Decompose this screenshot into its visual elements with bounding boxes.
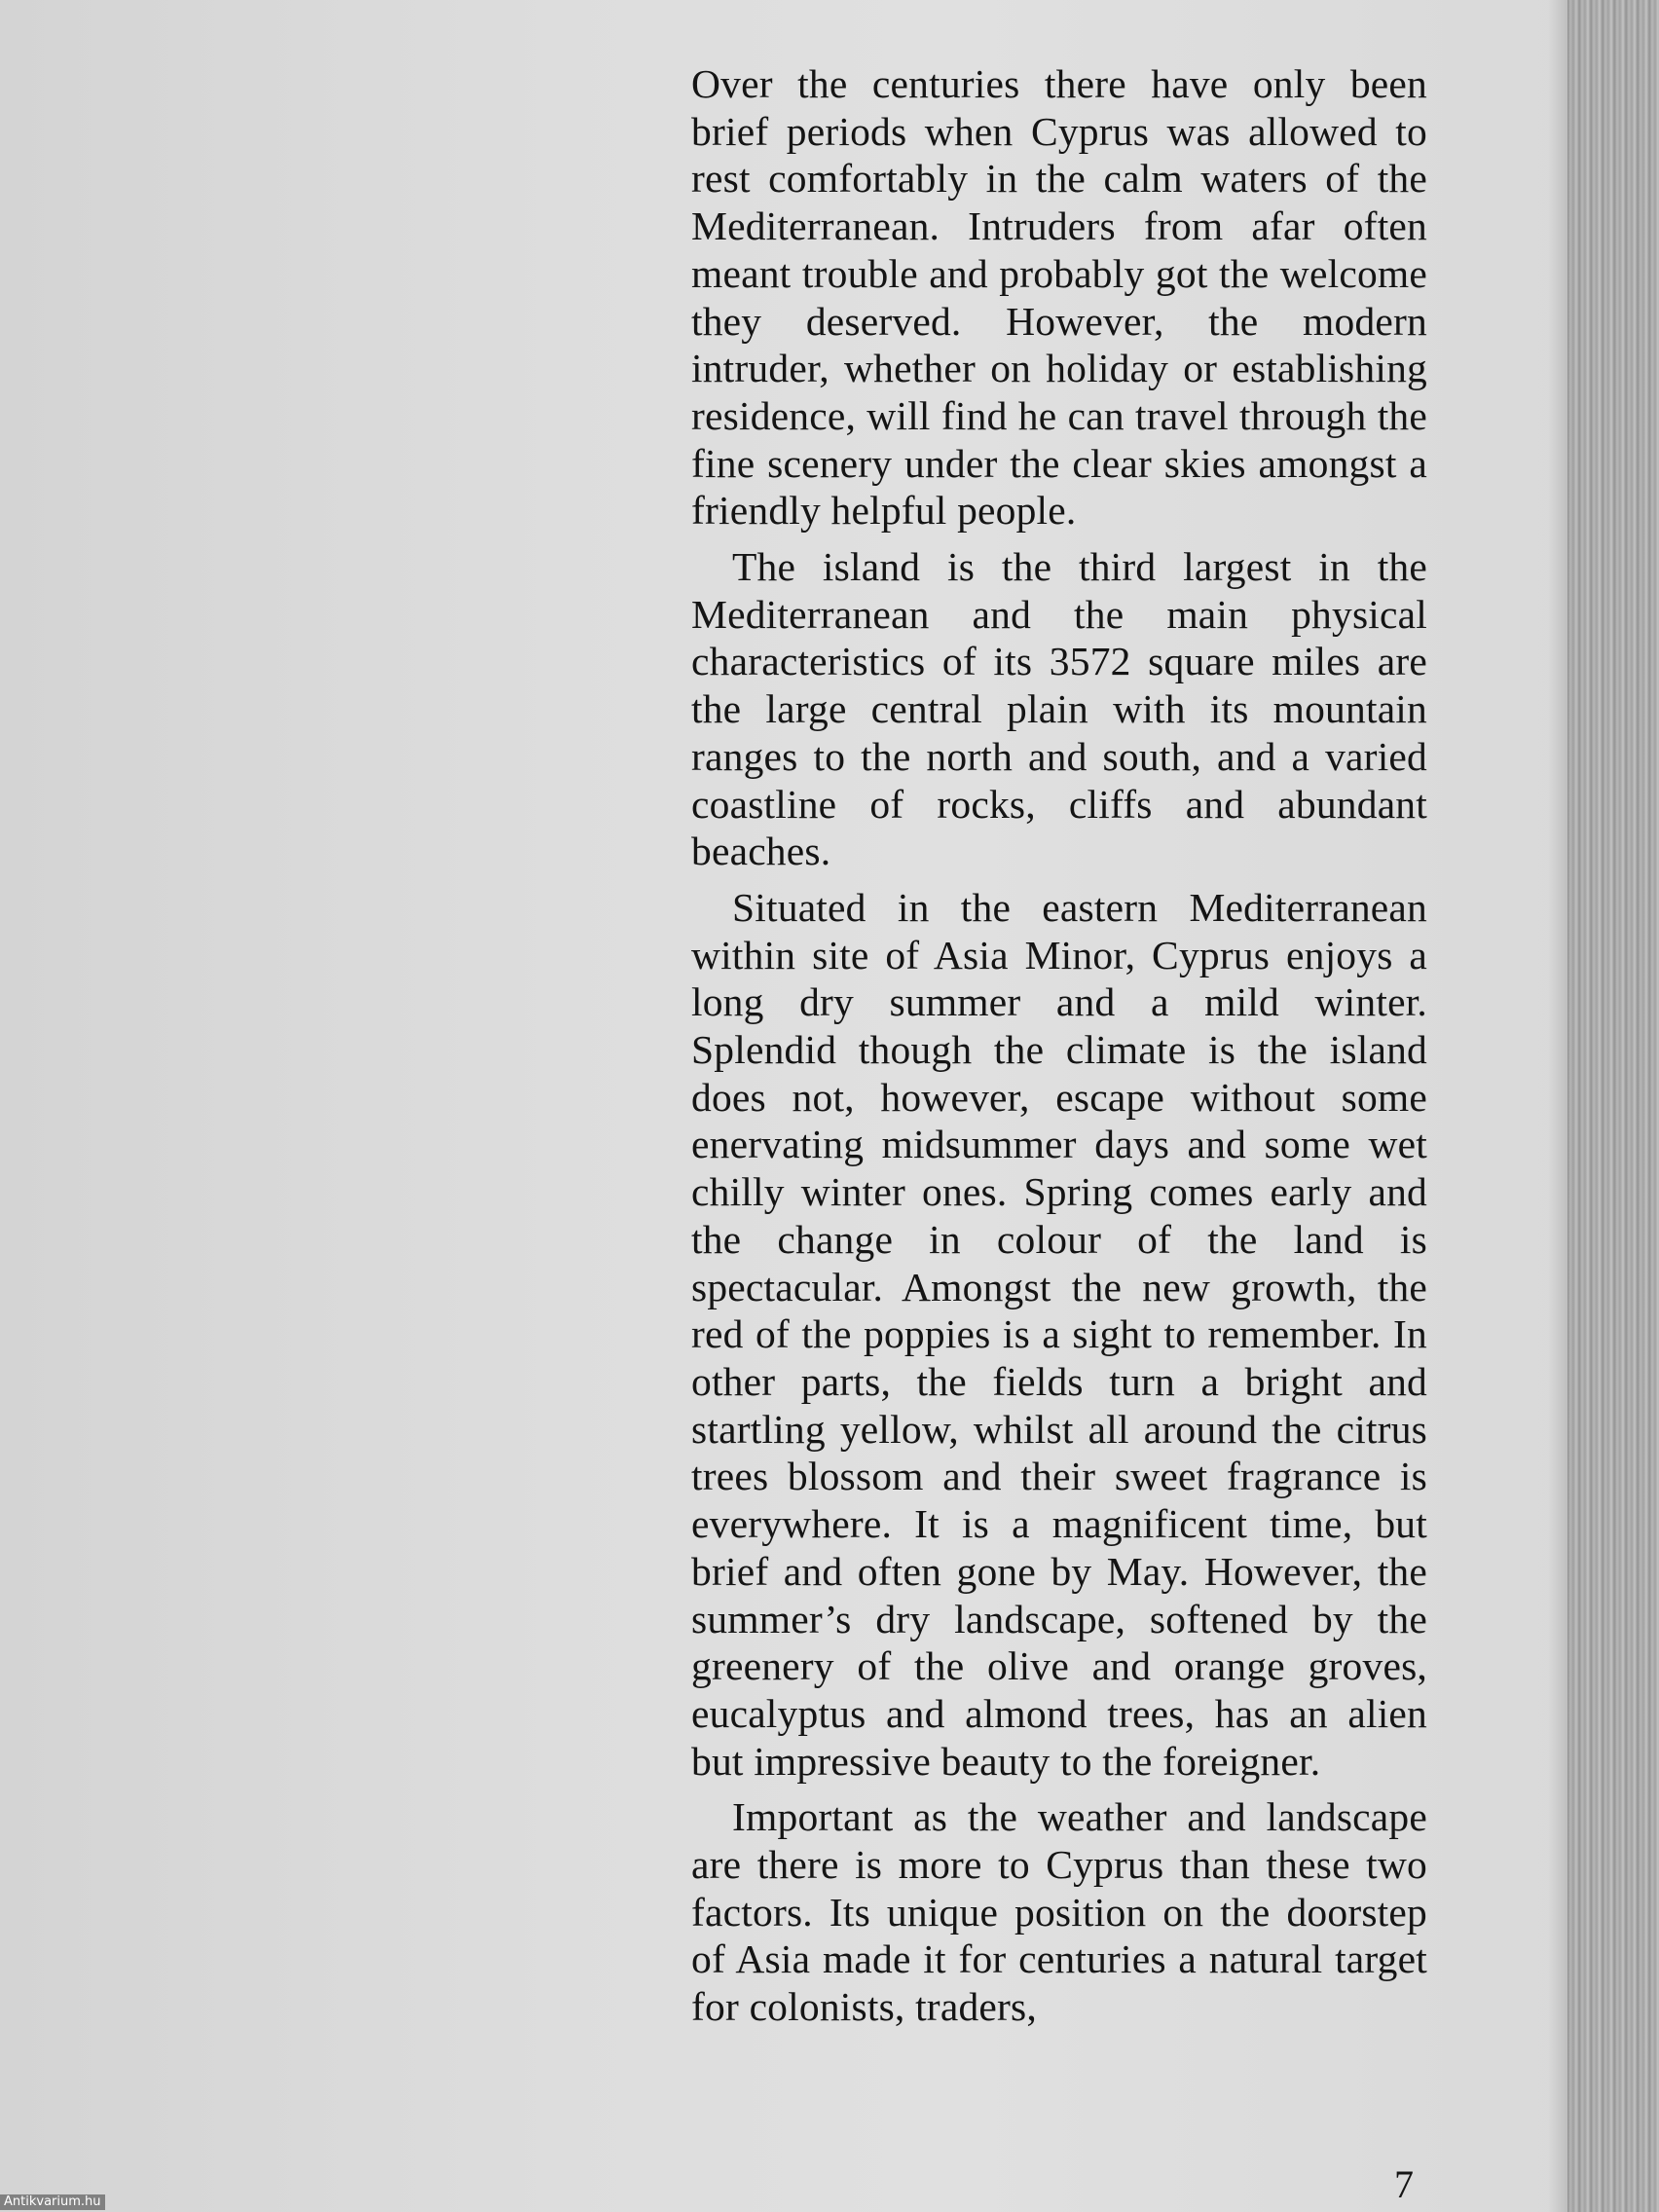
watermark-text: Antikvarium.hu xyxy=(0,2194,105,2210)
page-number: 7 xyxy=(1394,2162,1414,2206)
paragraph-3: Situated in the eastern Mediterranean within site of Asia Minor, Cyprus enjoys a long dry summer and a mild winter. Splendid though the climate is the island does not, however, escape without some enervating midsummer days and some wet chilly winter ones. Spring comes early and the change in colour of the land is spectacular. Amongst the new growth, the red of the poppies is a sight to remember. In other parts, the fields turn a bright and startling yellow, whilst all around the citrus trees blossom and their sweet fragrance is everywhere. It is a magnificent time, but brief and often gone by May. However, the summer’s dry landscape, softened by the greenery of the olive and orange groves, eucalyptus and almond trees, has an alien but impressive beauty to the foreigner. xyxy=(691,884,1427,1784)
paragraph-1: Over the centuries there have only been brief periods when Cyprus was allowed to rest comfortably in the calm waters of the Mediterranean. Intruders from afar often meant trouble and probably got the welcome they deserved. However, the modern intruder, whether on holiday or establishing residence, will find he can travel through the fine scenery under the clear skies amongst a friendly helpful people. xyxy=(691,61,1427,534)
paragraph-2: The island is the third largest in the Mediterranean and the main physical characteristics of its 3572 square miles are the large central plain with its mountain ranges to the north and south, and a varied coastline of rocks, cliffs and abundant beaches. xyxy=(691,544,1427,874)
paragraph-4: Important as the weather and landscape are there is more to Cyprus than these two factors. Its unique position on the doorstep of Asia made it for centuries a natural target for colonists, traders, xyxy=(691,1794,1427,2030)
page-stack-edge xyxy=(1567,0,1659,2212)
body-text-column xyxy=(691,60,1427,2040)
